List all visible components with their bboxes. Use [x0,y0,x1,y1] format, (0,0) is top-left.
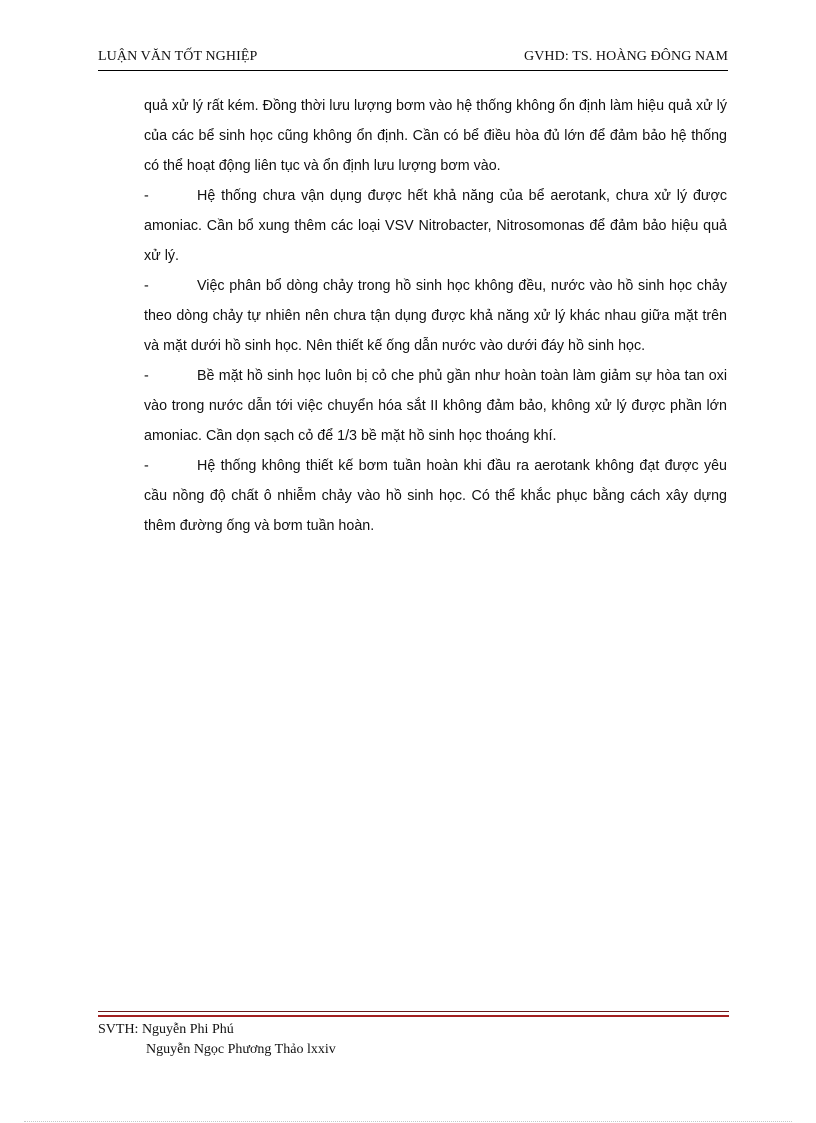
list-item [144,271,727,361]
footer-divider-thin [98,1011,729,1012]
header-thesis-title: LUẬN VĂN TỐT NGHIỆP [98,49,258,64]
bullet-dash: - [144,278,149,294]
page-body [144,91,727,541]
paragraph-continuation: quả xử lý rất kém. Đồng thời lưu lượng bơm vào hệ thống không ổn định làm hiệu quả xử lý của các bể sinh học cũng không ổn định. Cần có bể điều hòa đủ lớn để đảm bảo hệ thống có thể hoạt động liên tục và ổn định lưu lượng bơm vào. [144,98,727,174]
header-divider [98,70,728,71]
list-item-text: Hệ thống chưa vận dụng được hết khả năng của bể aerotank, chưa xử lý được amoniac. Cần bổ xung thêm các loại VSV Nitrobacter, Nitrosomonas để đảm bảo hiệu quả xử lý. [144,188,727,264]
list-item [144,361,727,451]
footer-students-line-2: Nguyễn Ngọc Phương Thảo lxxiv [146,1042,336,1057]
bullet-dash: - [144,368,149,384]
footer-divider-thick [98,1015,729,1017]
list-item-text: Việc phân bổ dòng chảy trong hồ sinh học không đều, nước vào hồ sinh học chảy theo dòng chảy tự nhiên nên chưa tận dụng được khả năng xử lý khác nhau giữa mặt trên và mặt dưới hồ sinh học. Nên thiết kế ống dẫn nước vào dưới đáy hồ sinh học. [144,278,727,354]
footer-students-line-1: SVTH: Nguyễn Phi Phú [98,1022,234,1037]
list-item [144,451,727,541]
page-header [98,49,728,69]
list-item-text: Hệ thống không thiết kế bơm tuần hoàn khi đầu ra aerotank không đạt được yêu cầu nồng độ chất ô nhiễm chảy vào hồ sinh học. Có thể khắc phục bằng cách xây dựng thêm đường ống và bơm tuần hoàn. [144,458,727,534]
bullet-dash: - [144,458,149,474]
page-edge-dotted-line [24,1121,792,1122]
list-item [144,181,727,271]
bullet-dash: - [144,188,149,204]
header-advisor: GVHD: TS. HOÀNG ĐÔNG NAM [524,49,728,64]
page-footer [98,1020,728,1060]
list-item-text: Bề mặt hồ sinh học luôn bị cỏ che phủ gần như hoàn toàn làm giảm sự hòa tan oxi vào trong nước dẫn tới việc chuyển hóa sắt II không đảm bảo, không xử lý được phần lớn amoniac. Cần dọn sạch cỏ để 1/3 bề mặt hồ sinh học thoáng khí. [144,368,727,444]
